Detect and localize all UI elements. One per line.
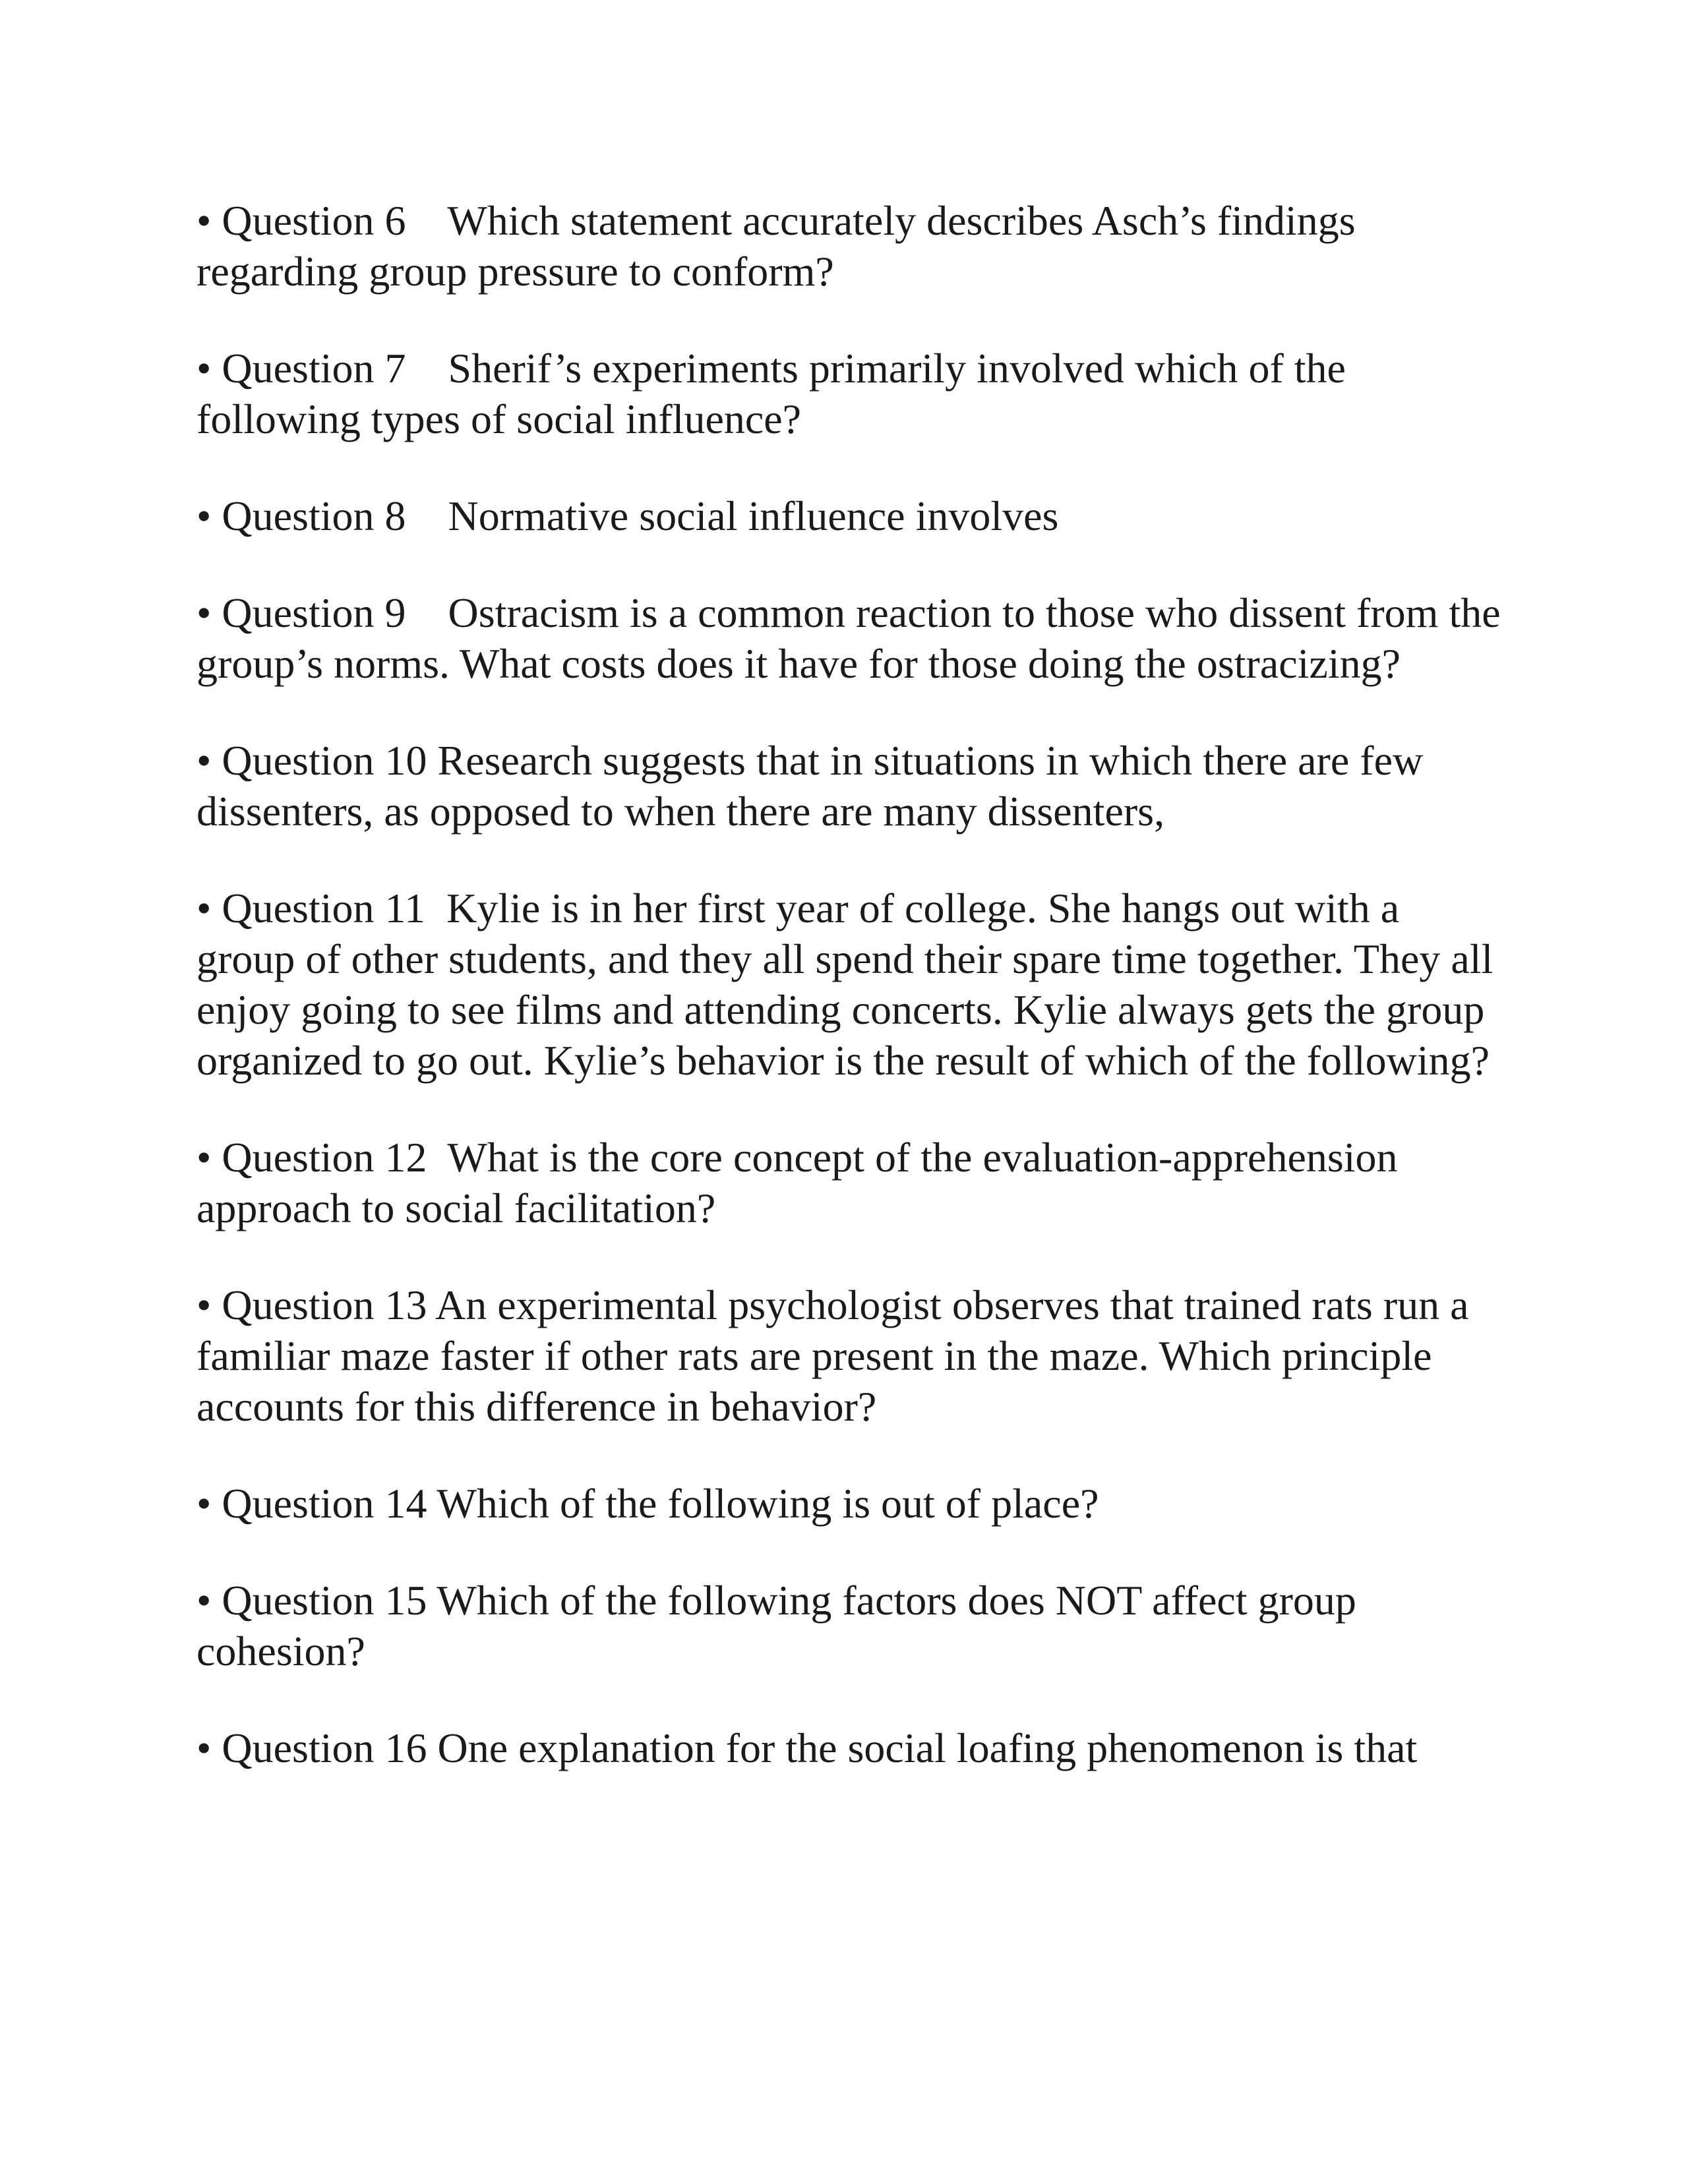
question-gap: [427, 1577, 437, 1624]
bullet: •: [196, 1577, 212, 1624]
question-6: [196, 195, 1502, 297]
question-text: One explanation for the social loafing phenomenon is that: [437, 1725, 1418, 1771]
question-label: Question 14: [222, 1480, 427, 1527]
question-label: Question 12: [222, 1134, 427, 1181]
bullet: •: [196, 1282, 212, 1328]
bullet: •: [196, 492, 212, 539]
question-text: Which statement accurately describes Asch’s findings regarding group pressure to conform?: [196, 197, 1366, 295]
question-12: [196, 1132, 1502, 1233]
question-gap: [427, 737, 438, 784]
question-text: Which of the following factors does NOT affect group cohesion?: [196, 1577, 1367, 1674]
question-8: [196, 490, 1502, 541]
question-gap: [427, 1134, 448, 1181]
question-list: [196, 195, 1511, 1819]
question-14: [196, 1478, 1502, 1529]
question-7: [196, 343, 1502, 444]
question-13: [196, 1280, 1502, 1432]
bullet: •: [196, 345, 212, 392]
question-9: [196, 587, 1511, 689]
bullet: •: [196, 737, 212, 784]
question-label: Question 10: [222, 737, 427, 784]
question-11: [196, 883, 1502, 1086]
bullet: •: [196, 885, 212, 931]
question-label: Question 8: [222, 492, 406, 539]
question-gap: [406, 197, 448, 244]
question-gap: [427, 1282, 435, 1328]
question-text: Normative social influence involves: [448, 492, 1059, 539]
question-text: Which of the following is out of place?: [437, 1480, 1099, 1527]
question-text: An experimental psychologist observes that trained rats run a familiar maze faster if other rats are present in the maze. Which principle accounts for this difference in behavior?: [196, 1282, 1480, 1430]
question-gap: [425, 885, 446, 931]
question-text: Kylie is in her first year of college. She hangs out with a group of other students, and they all spend their spare time together. They all enjoy going to see films and attending concerts. Kylie always gets the group organized to go out. Kylie’s behavior is the result of which of the following?: [196, 885, 1504, 1084]
bullet: •: [196, 1134, 212, 1181]
question-gap: [406, 345, 448, 392]
question-label: Question 9: [222, 589, 406, 636]
question-gap: [406, 492, 448, 539]
question-16: [196, 1723, 1502, 1773]
question-text: Ostracism is a common reaction to those who dissent from the group’s norms. What costs does it have for those doing the ostracizing?: [196, 589, 1511, 687]
question-label: Question 7: [222, 345, 406, 392]
question-15: [196, 1575, 1502, 1676]
question-gap: [427, 1725, 438, 1771]
bullet: •: [196, 589, 212, 636]
question-label: Question 16: [222, 1725, 427, 1771]
question-text: What is the core concept of the evaluation-apprehension approach to social facilitation?: [196, 1134, 1408, 1231]
question-label: Question 15: [222, 1577, 427, 1624]
bullet: •: [196, 1725, 212, 1771]
question-gap: [427, 1480, 437, 1527]
question-label: Question 6: [222, 197, 406, 244]
question-label: Question 11: [222, 885, 426, 931]
question-label: Question 13: [222, 1282, 427, 1328]
question-10: [196, 735, 1502, 837]
question-gap: [406, 589, 448, 636]
bullet: •: [196, 1480, 212, 1527]
question-text: Sherif’s experiments primarily involved which of the following types of social influence?: [196, 345, 1356, 442]
question-text: Research suggests that in situations in which there are few dissenters, as opposed to when there are many dissenters,: [196, 737, 1434, 835]
bullet: •: [196, 197, 212, 244]
